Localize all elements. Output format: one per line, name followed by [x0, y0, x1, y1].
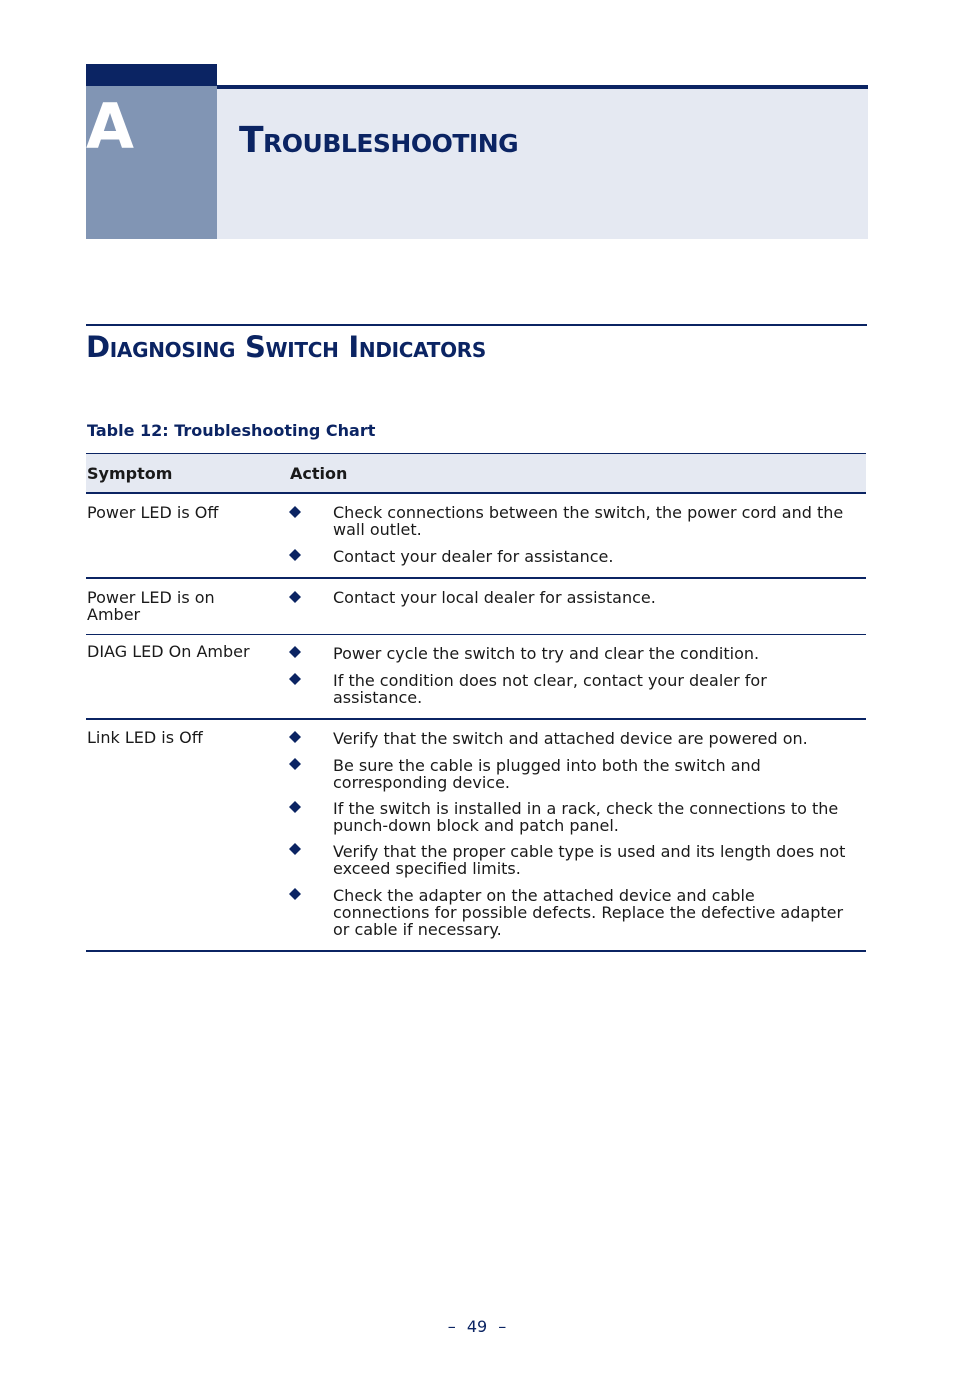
diamond-bullet-icon	[289, 549, 303, 563]
diamond-bullet-icon	[289, 758, 303, 772]
diamond-bullet-icon	[289, 731, 303, 745]
diamond-bullet-icon	[289, 646, 303, 660]
chapter-title-band	[217, 85, 868, 239]
action-item: Be sure the cable is plugged into both the switch and corresponding device.	[333, 756, 761, 792]
diamond-bullet-icon	[289, 506, 303, 520]
table-header	[86, 453, 866, 494]
diamond-bullet-icon	[289, 801, 303, 815]
table-caption: Table 12: Troubleshooting Chart	[87, 421, 376, 440]
action-item: If the condition does not clear, contact your dealer for assistance.	[333, 671, 767, 707]
action-item: Contact your local dealer for assistance.	[333, 588, 656, 607]
diamond-bullet-icon	[289, 673, 303, 687]
action-item: Contact your dealer for assistance.	[333, 547, 614, 566]
column-header-symptom: Symptom	[87, 464, 173, 483]
action-item: Verify that the proper cable type is used and its length does not exceed specified limits.	[333, 842, 846, 878]
column-header-action: Action	[290, 464, 348, 483]
troubleshooting-table	[86, 453, 866, 952]
page-number: – 49 –	[447, 1317, 507, 1336]
action-item: Verify that the switch and attached device are powered on.	[333, 729, 808, 748]
chapter-tab-accent	[86, 64, 217, 86]
symptom-cell: Power LED is on Amber	[87, 588, 215, 624]
section-rule	[86, 324, 867, 326]
action-item: If the switch is installed in a rack, check the connections to the punch-down block and patch panel.	[333, 799, 839, 835]
table-row	[86, 579, 866, 635]
table-row	[86, 494, 866, 579]
action-item: Check connections between the switch, the power cord and the wall outlet.	[333, 503, 844, 539]
section-title: Diagnosing Switch Indicators	[86, 330, 487, 364]
diamond-bullet-icon	[289, 591, 303, 605]
diamond-bullet-icon	[289, 888, 303, 902]
symptom-cell: DIAG LED On Amber	[87, 642, 250, 661]
symptom-cell: Power LED is Off	[87, 503, 219, 522]
diamond-bullet-icon	[289, 843, 303, 857]
symptom-cell: Link LED is Off	[87, 728, 203, 747]
action-item: Check the adapter on the attached device and cable connections for possible defects. Replace the defective adapter or cable if necessary.	[333, 886, 844, 939]
chapter-letter: A	[86, 90, 134, 163]
table-row	[86, 635, 866, 720]
table-row	[86, 720, 866, 952]
chapter-title: Troubleshooting	[239, 120, 519, 161]
action-item: Power cycle the switch to try and clear the condition.	[333, 644, 760, 663]
